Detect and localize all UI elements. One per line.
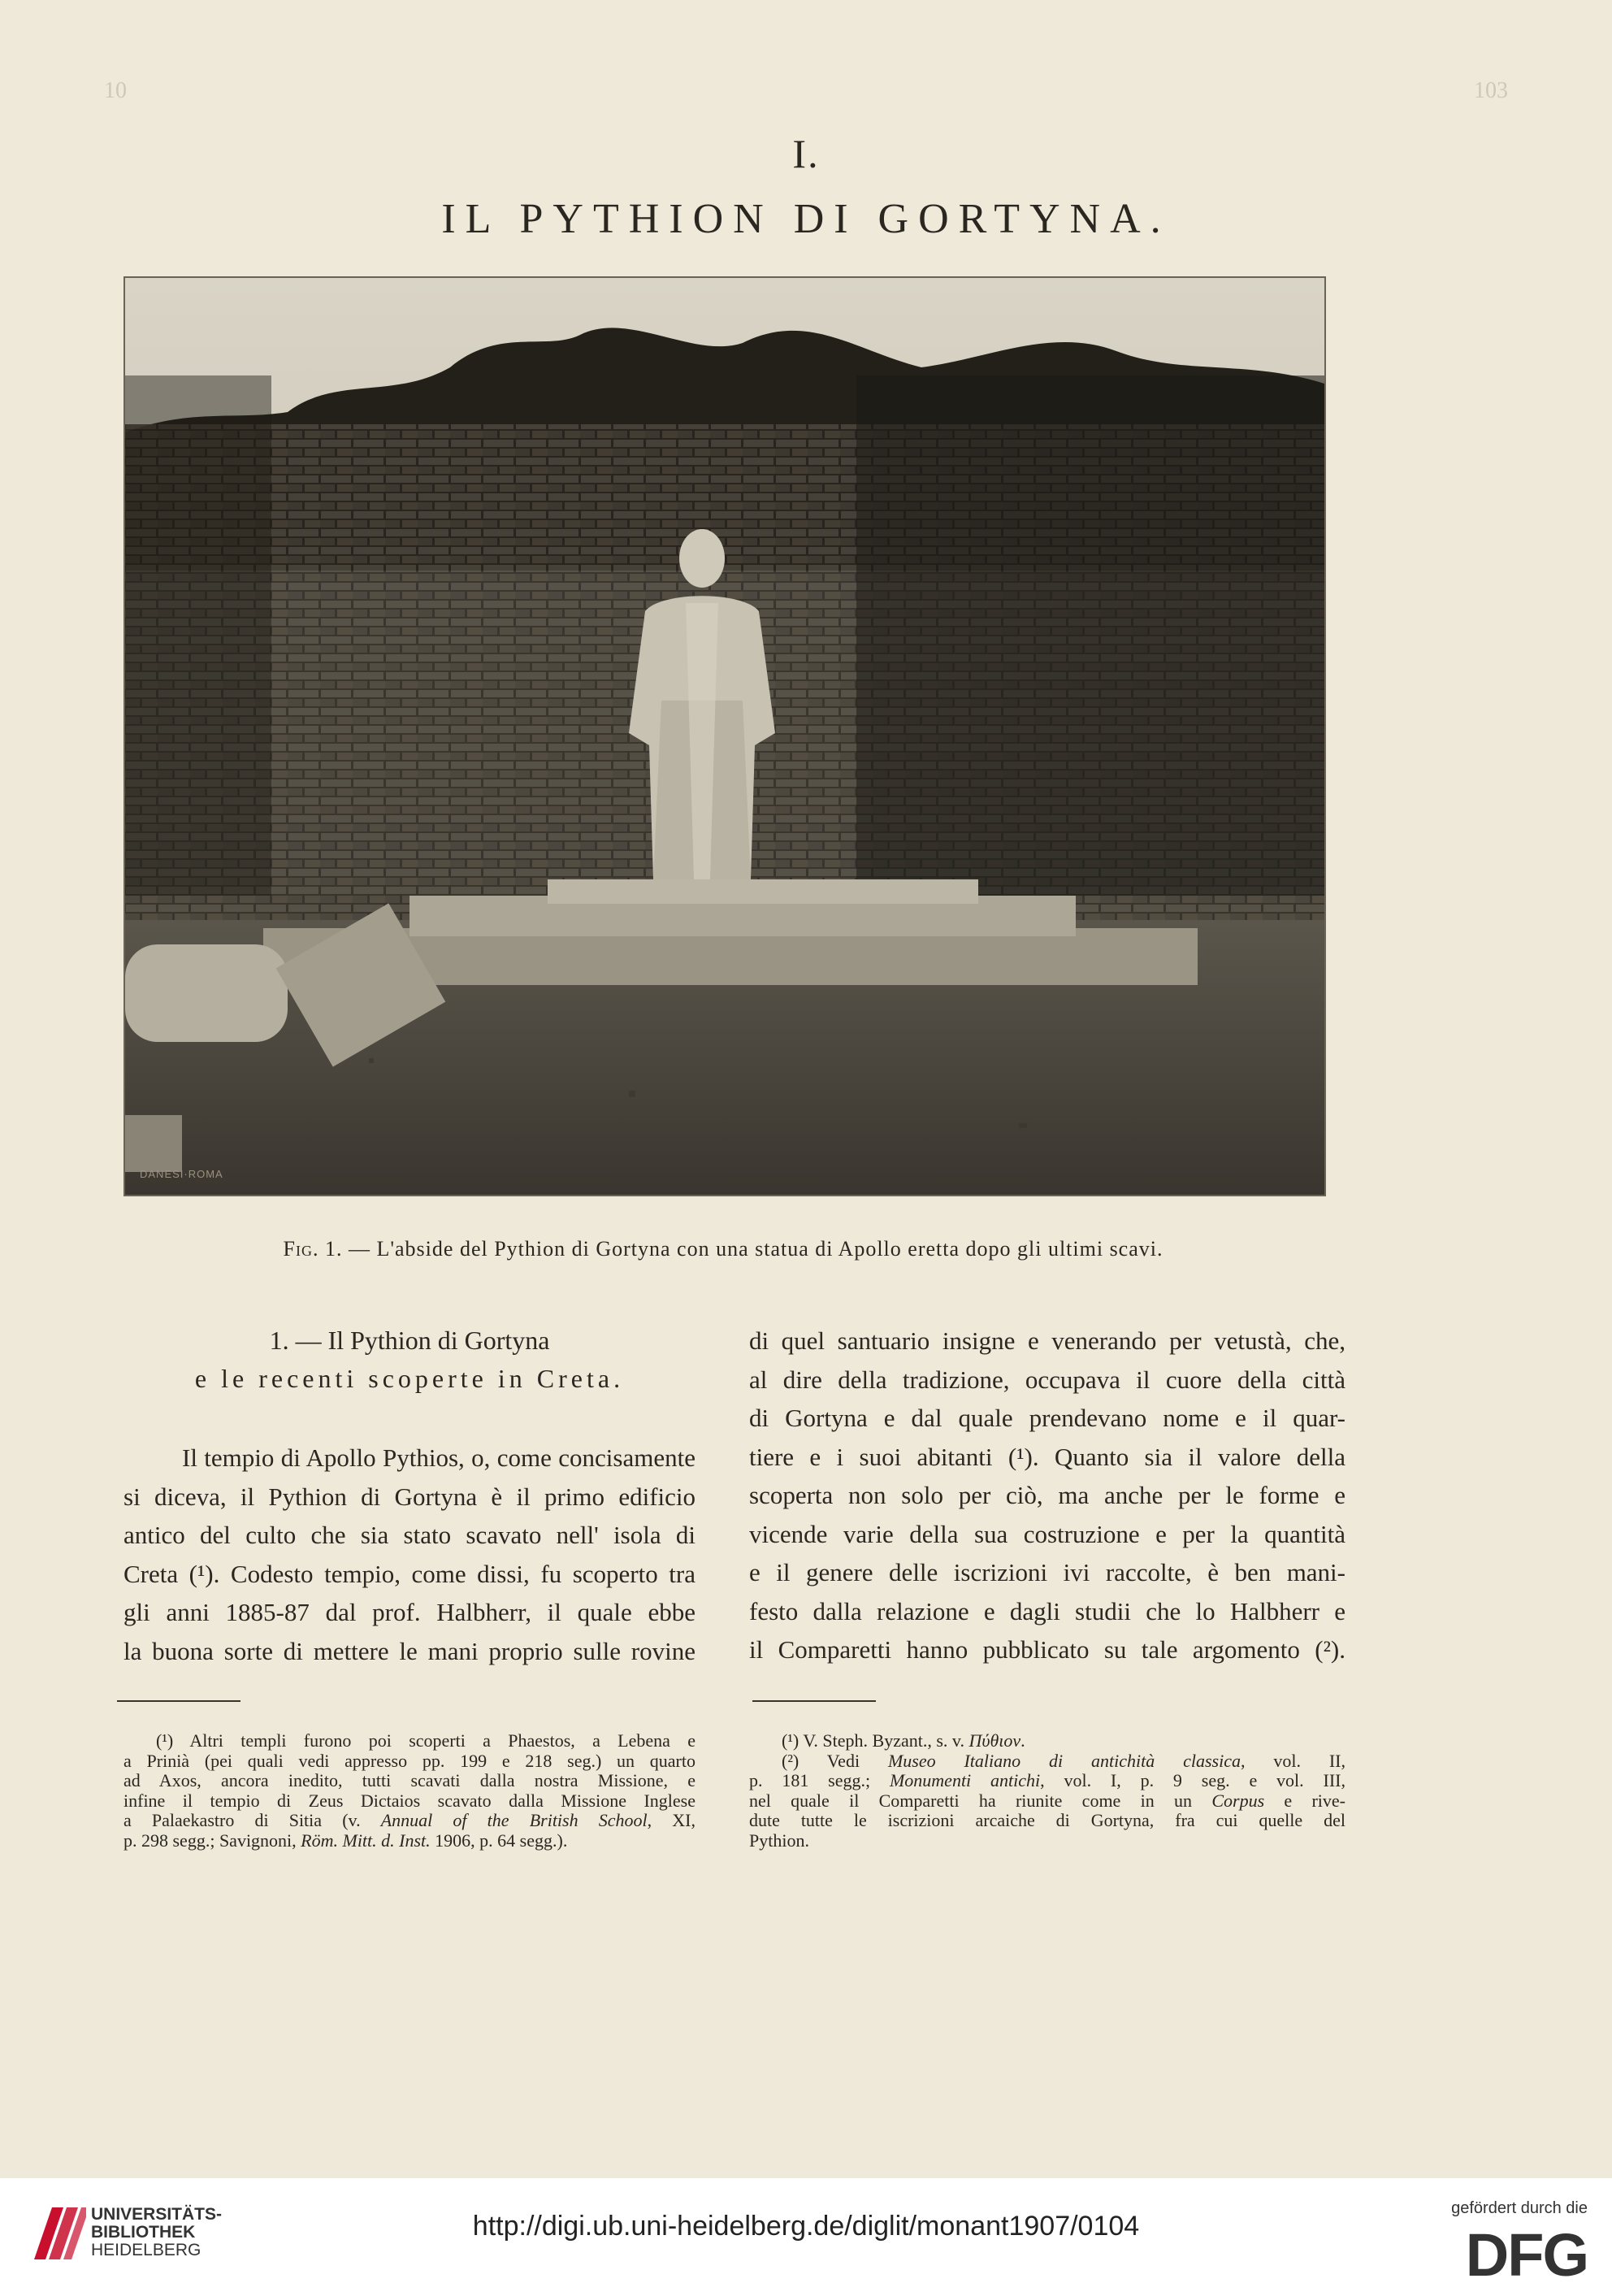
- running-head-right-number: 103: [1474, 78, 1508, 103]
- section-heading-line2: e le recenti scoperte in Creta.: [194, 1364, 625, 1393]
- footnote-line: [749, 1751, 1346, 1772]
- footnotes-left: [124, 1731, 696, 1851]
- footnote-line: Pythion.: [749, 1829, 809, 1851]
- text-line: festo dalla relazione e dagli studii che lo Halbherr e: [749, 1596, 1346, 1625]
- citation-title: Corpus: [1211, 1790, 1265, 1811]
- footnote-text: .: [1020, 1730, 1025, 1751]
- footnote-text: nel quale il Comparetti ha riunite come in un: [749, 1790, 1212, 1811]
- footnote-line: [749, 1791, 1346, 1812]
- text-line: vicende varie della sua costruzione e per la quantità: [749, 1519, 1346, 1548]
- footnote-text: , vol. I, p. 9 seg. e vol. III,: [1040, 1770, 1346, 1790]
- chapter-number: I.: [792, 131, 820, 176]
- footnote-line: [124, 1831, 696, 1851]
- greek-word: Πύθιον: [968, 1730, 1021, 1751]
- footnote-line: a Prinià (pei quali vedi appresso pp. 199 e 218 seg.) un quarto: [124, 1750, 696, 1771]
- footnote-line: ad Axos, ancora inedito, tutti scavati dalla nostra Missione, e: [124, 1770, 696, 1790]
- section-heading: [124, 1322, 696, 1398]
- footnote-text: (¹) V. Steph. Byzant., s. v.: [782, 1730, 969, 1751]
- footnote-line: infine il tempio di Zeus Dictaios scavato dalla Missione Inglese: [124, 1790, 696, 1811]
- citation-title: Röm. Mitt. d. Inst.: [301, 1829, 431, 1851]
- figure-caption-text: — L'abside del Pythion di Gortyna con una statua di Apollo eretta dopo gli ultimi scavi.: [342, 1237, 1164, 1261]
- section-heading-line1: 1. — Il Pythion di Gortyna: [269, 1326, 550, 1355]
- figure-label: Fig. 1.: [283, 1237, 343, 1261]
- footnote-text: 1906, p. 64 segg.).: [430, 1829, 568, 1851]
- running-head: [0, 78, 1612, 111]
- footnote-text: p. 181 segg.;: [749, 1770, 890, 1790]
- permalink-url[interactable]: http://digi.ub.uni-heidelberg.de/diglit/monant1907/0104: [472, 2211, 1140, 2242]
- library-name-line3: HEIDELBERG: [91, 2241, 202, 2259]
- right-column: [749, 1322, 1346, 1669]
- text-line: Il tempio di Apollo Pythios, o, come concisamente: [182, 1443, 696, 1472]
- photograph-apse-with-statue: [124, 276, 1326, 1196]
- funding-note: gefördert durch die: [1451, 2199, 1588, 2217]
- footnote-text: a Palaekastro di Sitia (v.: [124, 1810, 381, 1830]
- library-name-line2: BIBLIOTHEK: [91, 2223, 196, 2242]
- text-line: al dire della tradizione, occupava il cuore della città: [749, 1365, 1346, 1394]
- text-line: antico del culto che sia stato scavato nell' isola di: [124, 1521, 696, 1549]
- text-line: di Gortyna e dal quale prendevano nome e il quar-: [749, 1404, 1346, 1432]
- footnotes-right: [749, 1731, 1346, 1851]
- footnote-text: e rive-: [1264, 1790, 1346, 1811]
- footnote-text: , vol. II,: [1240, 1750, 1346, 1771]
- running-head-left-number: 10: [104, 78, 127, 103]
- footnote-line: [749, 1771, 1346, 1791]
- footnote-line: [124, 1811, 696, 1831]
- footnote-line: [749, 1731, 1346, 1751]
- citation-title: Museo Italiano di antichità classica: [887, 1750, 1241, 1771]
- text-line: tiere e i suoi abitanti (¹). Quanto sia il valore della: [749, 1442, 1346, 1471]
- library-name-line1: UNIVERSITÄTS-: [91, 2205, 223, 2224]
- citation-title: Monumenti antichi: [889, 1770, 1041, 1790]
- photo-credit: DANESI·ROMA: [140, 1168, 223, 1180]
- chapter-title: IL PYTHION DI GORTYNA.: [441, 196, 1171, 242]
- text-line: gli anni 1885-87 dal prof. Halbherr, il quale ebbe: [124, 1598, 696, 1626]
- footnote-text: , XI,: [647, 1810, 696, 1830]
- citation-title: Annual of the British School: [380, 1810, 648, 1830]
- text-line: scoperta non solo per ciò, ma anche per le forme e: [749, 1481, 1346, 1509]
- viewer-footer: [0, 2178, 1612, 2296]
- dfg-logo: DFG: [1465, 2221, 1588, 2289]
- footnote-rule-right: [752, 1700, 876, 1702]
- text-line: il Comparetti hanno pubblicato su tale argomento (²).: [749, 1635, 1346, 1664]
- footnote-rule-left: [117, 1700, 240, 1702]
- text-line: la buona sorte di mettere le mani proprio sulle rovine: [124, 1636, 696, 1665]
- photo-illustration: [125, 278, 1324, 1195]
- footnote-line: (¹) Altri templi furono poi scoperti a Phaestos, a Lebena e: [156, 1730, 696, 1751]
- figure-caption: [124, 1237, 1323, 1261]
- footnote-line: dute tutte le iscrizioni arcaiche di Gortyna, fra cui quelle del: [749, 1810, 1346, 1830]
- text-line: si diceva, il Pythion di Gortyna è il primo edificio: [124, 1482, 696, 1511]
- text-line: Creta (¹). Codesto tempio, come dissi, fu scoperto tra: [124, 1559, 696, 1588]
- text-line: di quel santuario insigne e venerando per vetustà, che,: [749, 1326, 1346, 1355]
- left-column: [124, 1439, 696, 1670]
- text-line: e il genere delle iscrizioni ivi raccolte, è ben mani-: [749, 1558, 1346, 1586]
- footnote-text: (²) Vedi: [782, 1750, 888, 1771]
- footnote-text: p. 298 segg.; Savignoni,: [124, 1829, 301, 1851]
